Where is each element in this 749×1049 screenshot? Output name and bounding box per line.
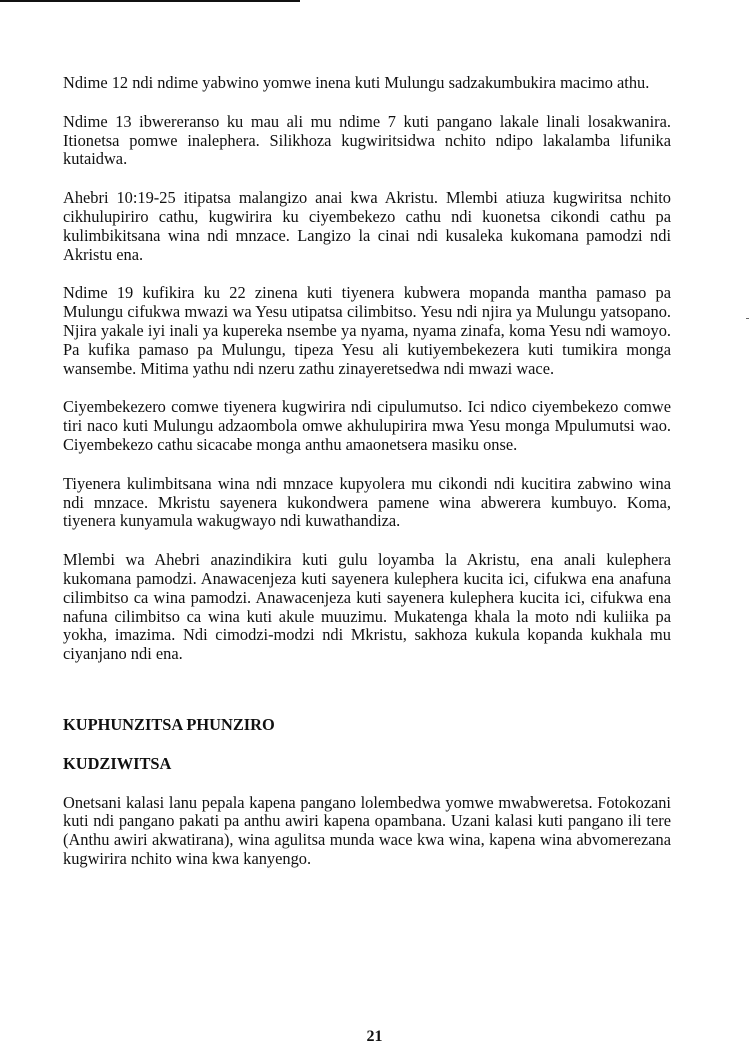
paragraph-2: Ndime 13 ibwereranso ku mau ali mu ndime 7 kuti pangano lakale linali losakwanira. Itionetsa pomwe inalephera. Silikhoza kugwiritsidwa nchito ndipo lakalamba lifunika kutaidwa. xyxy=(63,111,671,169)
paragraph-6: Tiyenera kulimbitsana wina ndi mnzace kupyolera mu cikondi ndi kucitira zabwino wina ndi mnzace. Mkristu sayenera kukondwera pamene wina abwerera kumbuyo. Koma, tiyenera kunyamula wakugwayo ndi kuwathandiza. xyxy=(63,473,671,531)
paragraph-1: Ndime 12 ndi ndime yabwino yomwe inena kuti Mulungu sadzakumbukira macimo athu. xyxy=(63,73,650,92)
page-number: 21 xyxy=(366,1028,383,1045)
paragraph-3: Ahebri 10:19-25 itipatsa malangizo anai kwa Akristu. Mlembi atiuza kugwiritsa nchito cikhulupiriro cathu, kugwirira ku ciyembekezo cathu ndi kuonetsa cikondi cathu pa kulimbikitsana wina ndi mnzace. Langizo la cinai ndi kusaleka kukomana pamodzi ndi Akristu ena. xyxy=(63,188,671,264)
section-heading: KUPHUNZITSA PHUNZIRO xyxy=(63,714,275,734)
page-body xyxy=(63,74,671,889)
section-subheading: KUDZIWITSA xyxy=(63,753,172,773)
paragraph-5: Ciyembekezero comwe tiyenera kugwirira ndi cipulumutso. Ici ndico ciyembekezo comwe tiri naco kuti Mulungu adzaombola omwe akhulupirira mwa Yesu monga Mpulumutsi wao. Ciyembekezo cathu sicacabe monga anthu amaonetsera masiku onse. xyxy=(63,397,671,454)
paragraph-7: Mlembi wa Ahebri anazindikira kuti gulu loyamba la Akristu, ena anali kulephera kukomana pamodzi. Anawacenjeza kuti sayenera kulephera kucita ici, cifukwa ena anafuna cilimbitso ca wina pamodzi. Anawacenjeza kuti sayenera kulephera kucita ici, cifukwa ena nafuna cilimbitso ca wina kuti akule muuzimu. Mukatenga khala la moto ndi kuliika pa yokha, imazima. Ndi cimodzi-modzi ndi Mkristu, sakhoza kukula kopanda kukhala mu ciyanjano ndi ena. xyxy=(63,550,671,664)
section-paragraph: Onetsani kalasi lanu pepala kapena pangano lolembedwa yomwe mwabweretsa. Fotokozani kuti ndi pangano pakati pa anthu awiri kapena opambana. Uzani kalasi kuti pangano ili tere (Anthu awiri akwatirana), wina agulitsa munda wace kwa wina, kapena wina abvomerezana kugwirira nchito wina kwa kanyengo. xyxy=(63,792,671,868)
top-rule xyxy=(0,0,300,2)
paragraph-4: Ndime 19 kufikira ku 22 zinena kuti tiyenera kubwera mopanda mantha pamaso pa Mulungu cifukwa mwazi wa Yesu utipatsa cilimbitso. Yesu ndi njira ya Mulungu yatsopano. Njira yakale iyi inali ya kupereka nsembe ya nyama, nyama zinafa, koma Yesu ndi wamoyo. Pa kufika pamaso pa Mulungu, tipeza Yesu ali kutiyembekezera kuti tumikira monga wansembe. Mitima yathu ndi nzeru zathu zinayeretsedwa ndi mwazi wace. xyxy=(63,283,671,378)
